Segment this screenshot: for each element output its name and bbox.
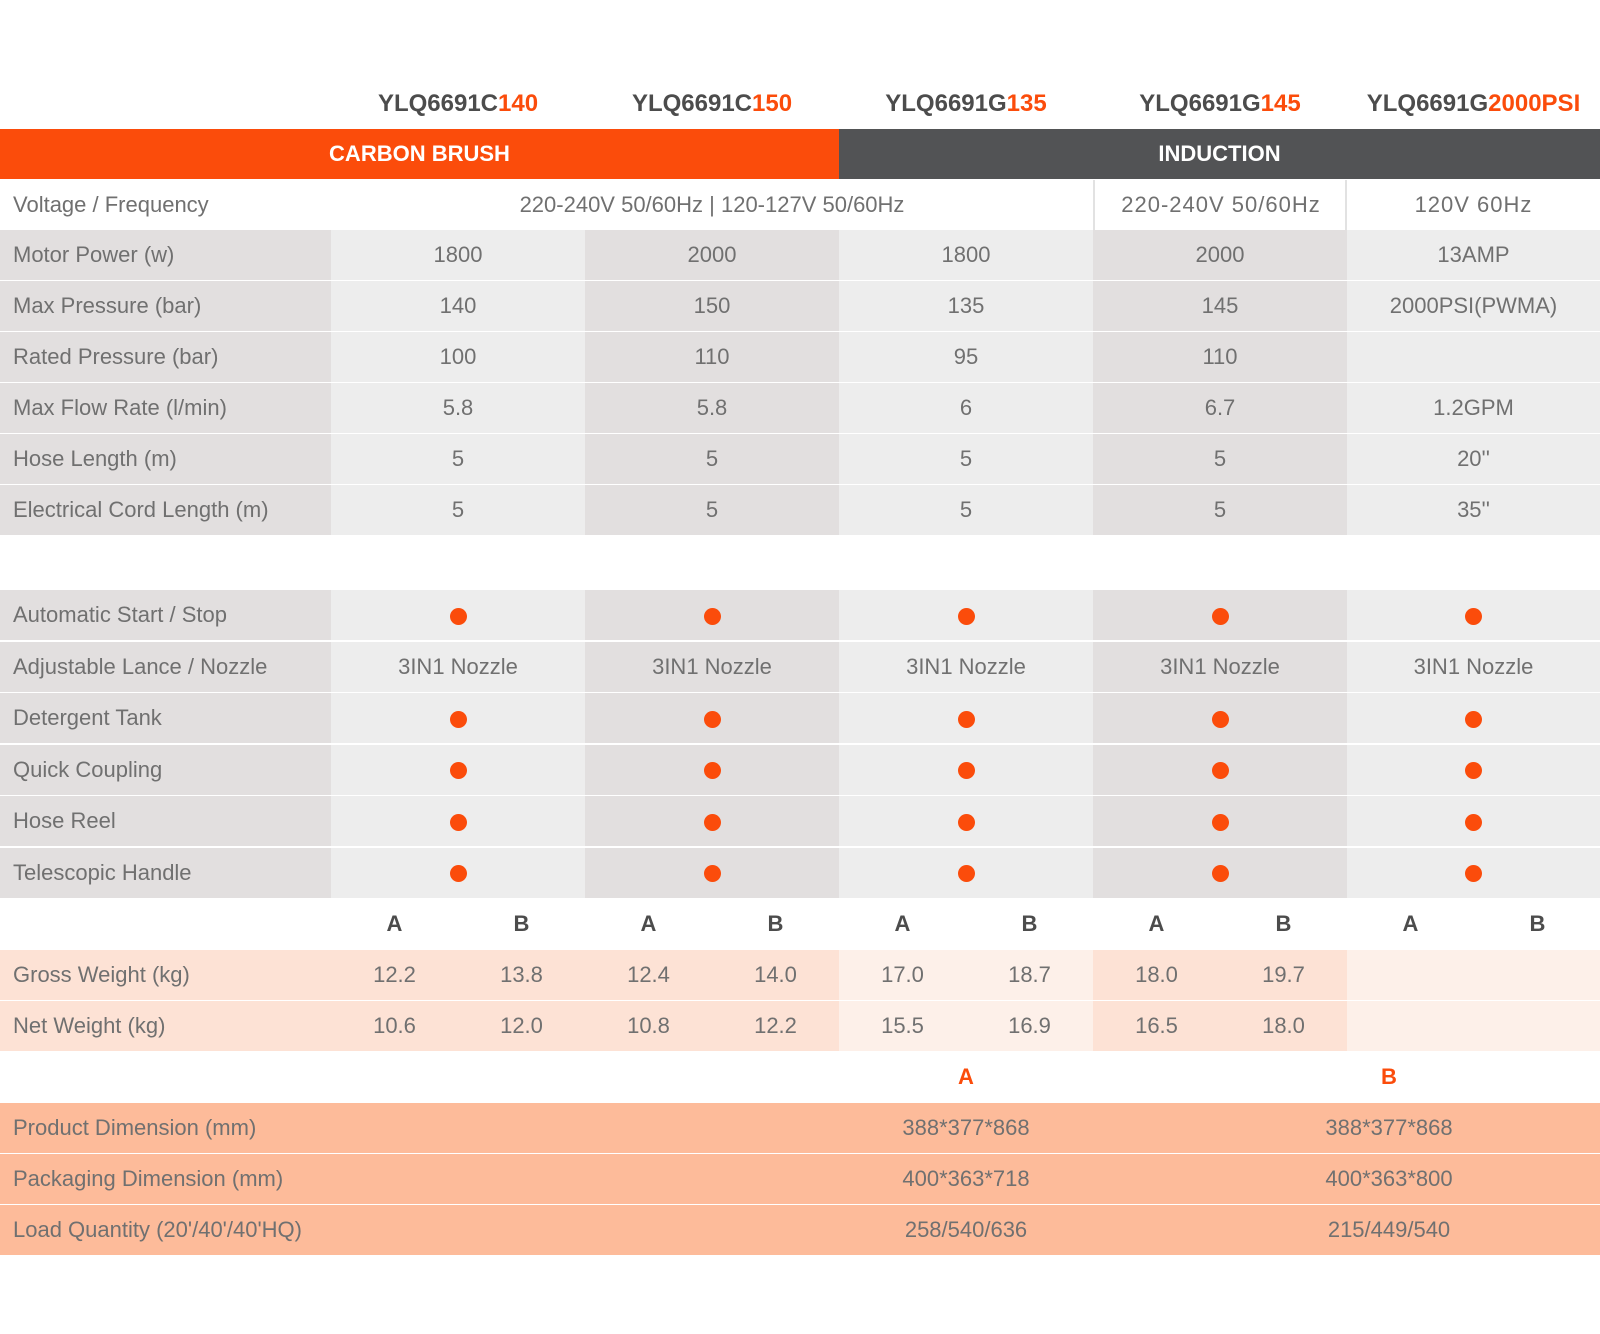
row-label: Rated Pressure (bar) — [0, 332, 331, 382]
weight-value: 18.0 — [1262, 1013, 1305, 1038]
included-dot-icon — [958, 865, 975, 882]
feature-value — [1347, 796, 1600, 846]
feature-row — [0, 848, 1600, 898]
included-dot-icon — [958, 814, 975, 831]
variant-a-header: A — [894, 911, 911, 936]
model-header-5 — [1347, 84, 1600, 124]
spec-row — [0, 230, 1600, 280]
dimension-row — [0, 1103, 1600, 1153]
model-suffix: 140 — [498, 90, 539, 117]
voltage-value-psi: 120V 60Hz — [1414, 192, 1533, 217]
spec-value: 5 — [331, 485, 585, 535]
included-dot-icon — [1465, 608, 1482, 625]
feature-value: 3IN1 Nozzle — [1093, 642, 1347, 692]
spec-value: 2000PSI(PWMA) — [1347, 281, 1600, 331]
voltage-row — [0, 180, 1600, 230]
spec-value: 135 — [839, 281, 1093, 331]
weight-value: 10.6 — [373, 1013, 416, 1038]
feature-value — [331, 693, 585, 743]
feature-value — [331, 590, 585, 640]
model-header-3 — [839, 84, 1093, 124]
row-label: Product Dimension (mm) — [13, 1115, 257, 1140]
spec-value: 6 — [839, 383, 1093, 433]
feature-value — [585, 796, 839, 846]
dimension-value-b: 215/449/540 — [1327, 1217, 1451, 1242]
weight-value — [1474, 1001, 1600, 1051]
feature-value — [1093, 745, 1347, 795]
included-dot-icon — [1465, 814, 1482, 831]
row-label: Hose Length (m) — [0, 434, 331, 484]
row-label: Packaging Dimension (mm) — [13, 1166, 284, 1191]
included-dot-icon — [704, 814, 721, 831]
row-label: Telescopic Handle — [0, 848, 331, 898]
feature-value — [331, 796, 585, 846]
spec-value: 145 — [1093, 281, 1347, 331]
dimension-value-b: 388*377*868 — [1325, 1115, 1453, 1140]
weight-value: 14.0 — [754, 962, 797, 987]
variant-b-header: B — [767, 911, 784, 936]
weight-value: 17.0 — [881, 962, 924, 987]
spec-value: 1.2GPM — [1347, 383, 1600, 433]
feature-value — [1347, 693, 1600, 743]
model-suffix: 135 — [1006, 90, 1047, 117]
spec-row — [0, 383, 1600, 433]
variant-b-header: B — [1275, 911, 1292, 936]
spec-value: 100 — [331, 332, 585, 382]
row-label: Net Weight (kg) — [0, 1001, 331, 1051]
feature-row — [0, 642, 1600, 692]
feature-value — [1093, 693, 1347, 743]
variant-b-header: B — [1529, 911, 1546, 936]
feature-row — [0, 796, 1600, 846]
dimension-value-a: 388*377*868 — [902, 1115, 1030, 1140]
row-label: Motor Power (w) — [0, 230, 331, 280]
spec-value: 2000 — [585, 230, 839, 280]
weight-value: 19.7 — [1262, 962, 1305, 987]
row-label: Max Pressure (bar) — [0, 281, 331, 331]
included-dot-icon — [450, 608, 467, 625]
included-dot-icon — [958, 711, 975, 728]
row-label: Load Quantity (20'/40'/40'HQ) — [13, 1217, 302, 1242]
included-dot-icon — [958, 762, 975, 779]
row-label: Gross Weight (kg) — [0, 950, 331, 1000]
variant-a-header: A — [1402, 911, 1419, 936]
dimension-value-a: 400*363*718 — [902, 1166, 1030, 1191]
feature-row — [0, 590, 1600, 640]
weight-value: 12.4 — [627, 962, 670, 987]
ab-header-row — [0, 899, 1600, 949]
weight-value: 15.5 — [881, 1013, 924, 1038]
feature-value — [1347, 745, 1600, 795]
variant-b-header: B — [1021, 911, 1038, 936]
included-dot-icon — [1212, 814, 1229, 831]
included-dot-icon — [450, 814, 467, 831]
model-header-4 — [1093, 84, 1347, 124]
feature-value: 3IN1 Nozzle — [1347, 642, 1600, 692]
model-header-1 — [331, 84, 585, 124]
weight-value: 16.5 — [1135, 1013, 1178, 1038]
feature-value: 3IN1 Nozzle — [839, 642, 1093, 692]
weight-row — [0, 950, 1600, 1000]
spec-value: 1800 — [331, 230, 585, 280]
spec-value: 150 — [585, 281, 839, 331]
model-header-2 — [585, 84, 839, 124]
included-dot-icon — [1465, 865, 1482, 882]
feature-value — [1093, 590, 1347, 640]
spec-value: 5 — [1093, 485, 1347, 535]
included-dot-icon — [1465, 762, 1482, 779]
weight-value: 12.2 — [754, 1013, 797, 1038]
included-dot-icon — [704, 711, 721, 728]
voltage-value-shared: 220-240V 50/60Hz | 120-127V 50/60Hz — [519, 192, 905, 217]
dimension-row — [0, 1154, 1600, 1204]
spec-value: 5 — [331, 434, 585, 484]
spec-value: 5 — [1093, 434, 1347, 484]
variant-a-header: A — [1148, 911, 1165, 936]
feature-value — [585, 848, 839, 898]
spec-value: 2000 — [1093, 230, 1347, 280]
spec-value: 5 — [839, 485, 1093, 535]
variant-a-header: A — [386, 911, 403, 936]
feature-value — [331, 848, 585, 898]
feature-value — [585, 693, 839, 743]
model-suffix: 2000PSI — [1488, 90, 1581, 117]
spec-value: 35'' — [1347, 485, 1600, 535]
included-dot-icon — [1212, 762, 1229, 779]
model-prefix: YLQ6691G — [1139, 90, 1261, 117]
voltage-value-g145: 220-240V 50/60Hz — [1121, 192, 1321, 217]
row-label: Automatic Start / Stop — [0, 590, 331, 640]
included-dot-icon — [450, 711, 467, 728]
carbon-brush-band: CARBON BRUSH — [0, 129, 839, 179]
model-suffix: 150 — [752, 90, 793, 117]
row-label: Max Flow Rate (l/min) — [0, 383, 331, 433]
row-label: Adjustable Lance / Nozzle — [0, 642, 331, 692]
weight-value: 12.0 — [500, 1013, 543, 1038]
feature-value — [331, 745, 585, 795]
dimension-value-b: 400*363*800 — [1325, 1166, 1453, 1191]
model-prefix: YLQ6691C — [631, 90, 752, 117]
model-prefix: YLQ6691G — [885, 90, 1007, 117]
weight-value: 13.8 — [500, 962, 543, 987]
model-prefix: YLQ6691G — [1366, 90, 1489, 117]
weight-value: 12.2 — [373, 962, 416, 987]
feature-value: 3IN1 Nozzle — [331, 642, 585, 692]
feature-value — [839, 590, 1093, 640]
weight-value: 18.0 — [1135, 962, 1178, 987]
row-label: Hose Reel — [0, 796, 331, 846]
included-dot-icon — [704, 762, 721, 779]
feature-value — [1347, 590, 1600, 640]
spec-value: 6.7 — [1093, 383, 1347, 433]
spec-value: 110 — [1093, 332, 1347, 382]
included-dot-icon — [1212, 608, 1229, 625]
feature-value — [839, 693, 1093, 743]
feature-value — [1347, 848, 1600, 898]
weight-value: 10.8 — [627, 1013, 670, 1038]
variant-a-header: A — [640, 911, 657, 936]
feature-value: 3IN1 Nozzle — [585, 642, 839, 692]
weight-value — [1347, 1001, 1474, 1051]
feature-value — [839, 848, 1093, 898]
spec-value — [1347, 332, 1600, 382]
included-dot-icon — [704, 608, 721, 625]
included-dot-icon — [1212, 711, 1229, 728]
feature-value — [839, 796, 1093, 846]
dimension-header-row — [0, 1052, 1600, 1102]
model-suffix: 145 — [1260, 90, 1301, 117]
weight-value: 18.7 — [1008, 962, 1051, 987]
spec-value: 110 — [585, 332, 839, 382]
variant-b-header: B — [513, 911, 530, 936]
spec-row — [0, 281, 1600, 331]
feature-row — [0, 693, 1600, 743]
included-dot-icon — [450, 762, 467, 779]
row-label: Detergent Tank — [0, 693, 331, 743]
spec-row — [0, 434, 1600, 484]
row-label: Electrical Cord Length (m) — [0, 485, 331, 535]
dimension-value-a: 258/540/636 — [904, 1217, 1028, 1242]
spec-value: 95 — [839, 332, 1093, 382]
spec-value: 1800 — [839, 230, 1093, 280]
dimension-header-b: B — [1381, 1064, 1397, 1089]
induction-band: INDUCTION — [839, 129, 1600, 179]
spec-value: 5 — [839, 434, 1093, 484]
included-dot-icon — [958, 608, 975, 625]
spec-value: 13AMP — [1347, 230, 1600, 280]
model-prefix: YLQ6691C — [377, 90, 498, 117]
feature-value — [839, 745, 1093, 795]
feature-value — [585, 745, 839, 795]
spec-value: 5 — [585, 485, 839, 535]
spec-row — [0, 332, 1600, 382]
dimension-header-a: A — [958, 1064, 974, 1089]
weight-value: 16.9 — [1008, 1013, 1051, 1038]
included-dot-icon — [1465, 711, 1482, 728]
feature-value — [585, 590, 839, 640]
spec-value: 5.8 — [331, 383, 585, 433]
spec-value: 5.8 — [585, 383, 839, 433]
weight-value — [1347, 950, 1474, 1000]
included-dot-icon — [450, 865, 467, 882]
spec-row — [0, 485, 1600, 535]
weight-value — [1474, 950, 1600, 1000]
row-label: Quick Coupling — [0, 745, 331, 795]
included-dot-icon — [704, 865, 721, 882]
feature-value — [1093, 848, 1347, 898]
feature-value — [1093, 796, 1347, 846]
dimension-row — [0, 1205, 1600, 1255]
included-dot-icon — [1212, 865, 1229, 882]
spec-value: 5 — [585, 434, 839, 484]
weight-row — [0, 1001, 1600, 1051]
spec-value: 20'' — [1347, 434, 1600, 484]
feature-row — [0, 745, 1600, 795]
spec-value: 140 — [331, 281, 585, 331]
row-label: Voltage / Frequency — [13, 192, 209, 217]
